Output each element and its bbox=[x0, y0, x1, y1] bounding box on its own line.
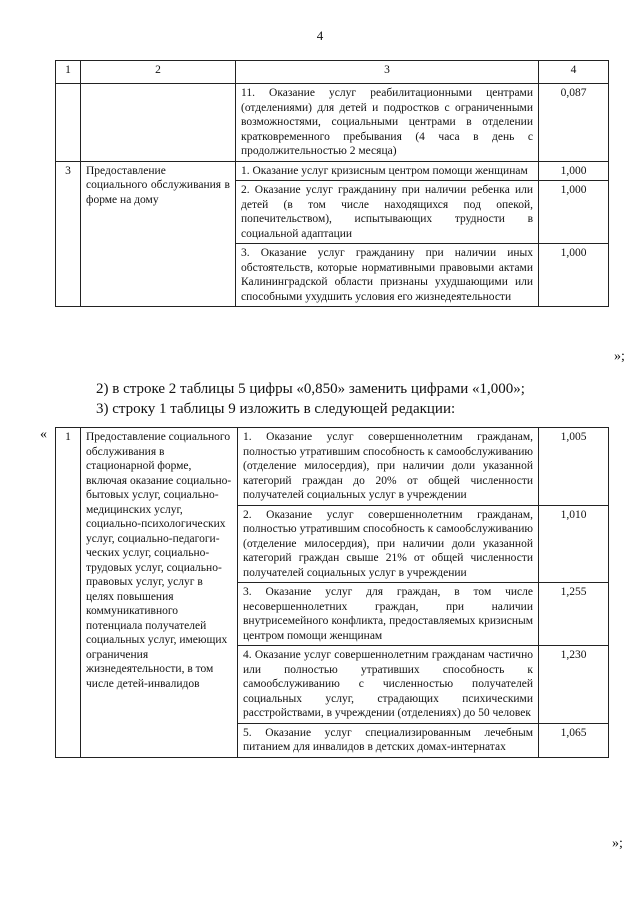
table-continuation bbox=[55, 60, 609, 307]
table-header-row bbox=[56, 61, 609, 84]
coefficient-cell: 1,005 bbox=[539, 428, 609, 506]
service-cell: 3. Оказание услуг гражданину при наличии иных обстоятельств, которые нормативными правовыми актами Калининградской области признаны ухудшающими или способными ухудшить условия его жизнедеятельности bbox=[236, 244, 539, 307]
coefficient-cell: 1,000 bbox=[539, 244, 609, 307]
coefficient-cell: 1,255 bbox=[539, 583, 609, 646]
coefficient-cell: 1,010 bbox=[539, 505, 609, 583]
header-col-4: 4 bbox=[539, 61, 609, 84]
service-cell: 2. Оказание услуг гражданину при наличии ребенка или детей (в том числе находящихся под опекой, попечительством), испытывающих трудности в социальной адаптации bbox=[236, 181, 539, 244]
coefficient-cell: 0,087 bbox=[539, 84, 609, 162]
header-col-3: 3 bbox=[236, 61, 539, 84]
form-cell bbox=[81, 84, 236, 162]
coefficient-cell: 1,000 bbox=[539, 161, 609, 181]
amendment-line-3: 3) строку 1 таблицы 9 изложить в следующей редакции: bbox=[96, 401, 456, 417]
coefficient-cell: 1,000 bbox=[539, 181, 609, 244]
service-cell: 1. Оказание услуг кризисным центром помощи женщинам bbox=[236, 161, 539, 181]
table-row bbox=[56, 161, 609, 181]
service-cell: 4. Оказание услуг совершеннолетним гражданам частично или полностью утративших способность к самообслуживанию с численностью получателей социальных услуг, страдающих психическими расстройствами, в учреждении (отделениях) до 50 человек bbox=[238, 646, 539, 724]
closing-quote: »; bbox=[614, 349, 625, 364]
row-number-cell: 1 bbox=[56, 428, 81, 758]
service-cell: 1. Оказание услуг совершеннолетним гражданам, полностью утратившим способность к самообслуживанию (отделение милосердия), при наличии доли указанной категорий граждан до 20% от общей численности получателей социальных услуг в учреждении bbox=[238, 428, 539, 506]
amendment-line-2: 2) в строке 2 таблицы 5 цифры «0,850» заменить цифрами «1,000»; bbox=[96, 381, 525, 397]
closing-quote: »; bbox=[612, 836, 623, 851]
page-number: 4 bbox=[316, 28, 324, 43]
form-cell: Предоставление социального обслуживания в стационарной форме, включая оказание социально-бытовых услуг, социально-медицинских услуг, социально-психологических услуг, социально-педагоги-ческих услуг, социально-трудовых услуг, социально-правовых услуг, услуг в целях повышения коммуникативного потенциала получателей социальных услуг, имеющих ограничения жизнедеятельности, в том числе детей-инвалидов bbox=[81, 428, 238, 758]
coefficient-cell: 1,230 bbox=[539, 646, 609, 724]
service-cell: 2. Оказание услуг совершеннолетним гражданам, полностью утратившим способность к самообслуживанию (отделение милосердия), при наличии доли указанной категорий граждан свыше 21% от общей численности получателей социальных услуг в учреждении bbox=[238, 505, 539, 583]
header-col-2: 2 bbox=[81, 61, 236, 84]
service-cell: 5. Оказание услуг специализированным лечебным питанием для инвалидов в детских домах-интернатах bbox=[238, 723, 539, 757]
row-number-cell: 3 bbox=[56, 161, 81, 307]
header-col-1: 1 bbox=[56, 61, 81, 84]
table-row bbox=[56, 84, 609, 162]
service-cell: 3. Оказание услуг для граждан, в том числе несовершеннолетних граждан, при наличии внутрисемейного конфликта, предоставляемых кризисным центром помощи женщинам bbox=[238, 583, 539, 646]
table-row bbox=[56, 428, 609, 506]
table-new-wording bbox=[55, 427, 609, 758]
row-number-cell bbox=[56, 84, 81, 162]
form-cell: Предоставление социального обслуживания в форме на дому bbox=[81, 161, 236, 307]
coefficient-cell: 1,065 bbox=[539, 723, 609, 757]
service-cell: 11. Оказание услуг реабилитационными центрами (отделениями) для детей и подростков с ограниченными возможностями, социальными центрами в отделении кратковременного пребывания (4 часа в день с продолжительностью 2 месяца) bbox=[236, 84, 539, 162]
opening-quote: « bbox=[40, 427, 47, 442]
